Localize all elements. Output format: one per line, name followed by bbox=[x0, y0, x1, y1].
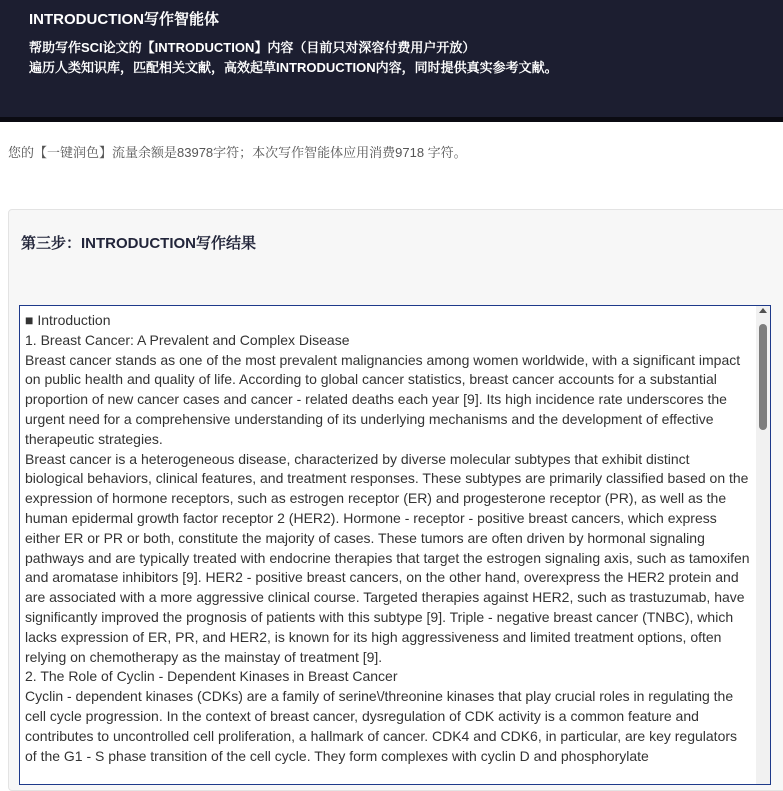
step-title: 第三步：INTRODUCTION写作结果 bbox=[21, 235, 256, 252]
header-divider bbox=[0, 117, 783, 122]
app-description-line-1: 帮助写作SCI论文的【INTRODUCTION】内容（目前只对深容付费用户开放） bbox=[29, 40, 476, 55]
app-header bbox=[0, 0, 783, 117]
scrollbar-thumb[interactable] bbox=[759, 324, 767, 430]
result-textarea[interactable] bbox=[19, 305, 771, 785]
app-title: INTRODUCTION写作智能体 bbox=[29, 11, 219, 28]
scroll-up-arrow-icon[interactable] bbox=[759, 308, 767, 313]
quota-status-text: 您的【一键润色】流量余额是83978字符；本次写作智能体应用消费9718 字符。 bbox=[8, 145, 467, 160]
app-description-line-2: 遍历人类知识库，匹配相关文献，高效起草INTRODUCTION内容，同时提供真实参考文献。 bbox=[29, 60, 558, 75]
vertical-scrollbar[interactable] bbox=[756, 306, 770, 784]
result-text[interactable]: ■ Introduction 1. Breast Cancer: A Prevalent and Complex Disease Breast cancer stands as one of the most prevalent malignancies among women worldwide, with a significant impact on public health and quality of life. According to global cancer statistics, breast cancer accounts for a substantial proportion of new cancer cases and cancer - related deaths each year [9]. Its high incidence rate underscores the urgent need for a comprehensive understanding of its underlying mechanisms and the development of effective therapeutic strategies. Breast cancer is a heterogeneous disease, characterized by diverse molecular subtypes that exhibit distinct biological behaviors, clinical features, and treatment responses. These subtypes are primarily classified based on the expression of hormone receptors, such as estrogen receptor (ER) and progesterone receptor (PR), as well as the human epidermal growth factor receptor 2 (HER2). Hormone - receptor - positive breast cancers, which express either ER or PR or both, constitute the majority of cases. These tumors are often driven by hormonal signaling pathways and are typically treated with endocrine therapies that target the estrogen signaling axis, such as tamoxifen and aromatase inhibitors [9]. HER2 - positive breast cancers, on the other hand, overexpress the HER2 protein and are associated with a more aggressive clinical course. Targeted therapies against HER2, such as trastuzumab, have significantly improved the prognosis of patients with this subtype [9]. Triple - negative breast cancer (TNBC), which lacks expression of ER, PR, and HER2, is known for its high aggressiveness and limited treatment options, often relying on chemotherapy as the mainstay of treatment [9]. 2. The Role of Cyclin - Dependent Kinases in Breast Cancer Cyclin - dependent kinases (CDKs) are a family of serine\/threonine kinases that play crucial roles in regulating the cell cycle progression. In the context of breast cancer, dysregulation of CDK activity is a common feature and contributes to uncontrolled cell proliferation, a hallmark of cancer. CDK4 and CDK6, in particular, are key regulators of the G1 - S phase transition of the cell cycle. They form complexes with cyclin D and phosphorylate bbox=[25, 312, 750, 764]
